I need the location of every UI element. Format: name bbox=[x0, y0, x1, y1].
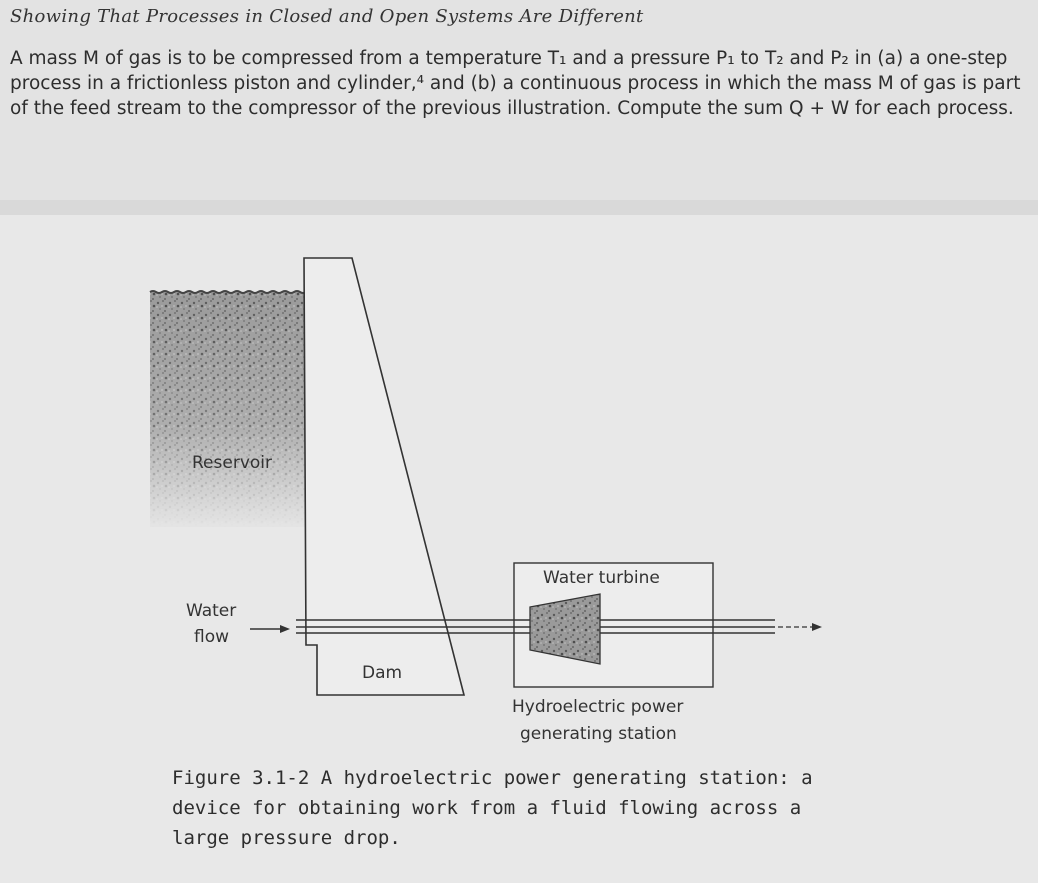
reservoir-water bbox=[150, 291, 306, 527]
outflow-arrow bbox=[778, 623, 822, 631]
water-flow-label-1: Water bbox=[186, 601, 237, 621]
inflow-arrow bbox=[250, 625, 290, 633]
problem-title: Showing That Processes in Closed and Open Systems Are Different bbox=[10, 6, 644, 27]
problem-statement: A mass M of gas is to be compressed from a temperature T₁ and a pressure P₁ to T₂ and P₂ in (a) a one-step process in a frictionless piston and cylinder,⁴ and (b) a continuous process in which the mass M of gas is part of the feed stream to the compressor of the previous illustration. Compute the sum Q + W for each process. bbox=[10, 48, 1021, 119]
dam-label: Dam bbox=[362, 663, 403, 683]
reservoir-label: Reservoir bbox=[192, 453, 272, 473]
station-label-1: Hydroelectric power bbox=[512, 697, 684, 717]
figure-caption: Figure 3.1-2 A hydroelectric power generating station: a device for obtaining work from a fluid flowing across a large pressure drop. bbox=[172, 767, 813, 849]
water-flow-label-2: flow bbox=[194, 627, 230, 647]
turbine-label: Water turbine bbox=[543, 568, 660, 588]
dam bbox=[304, 258, 464, 695]
station-label-2: generating station bbox=[520, 724, 677, 744]
